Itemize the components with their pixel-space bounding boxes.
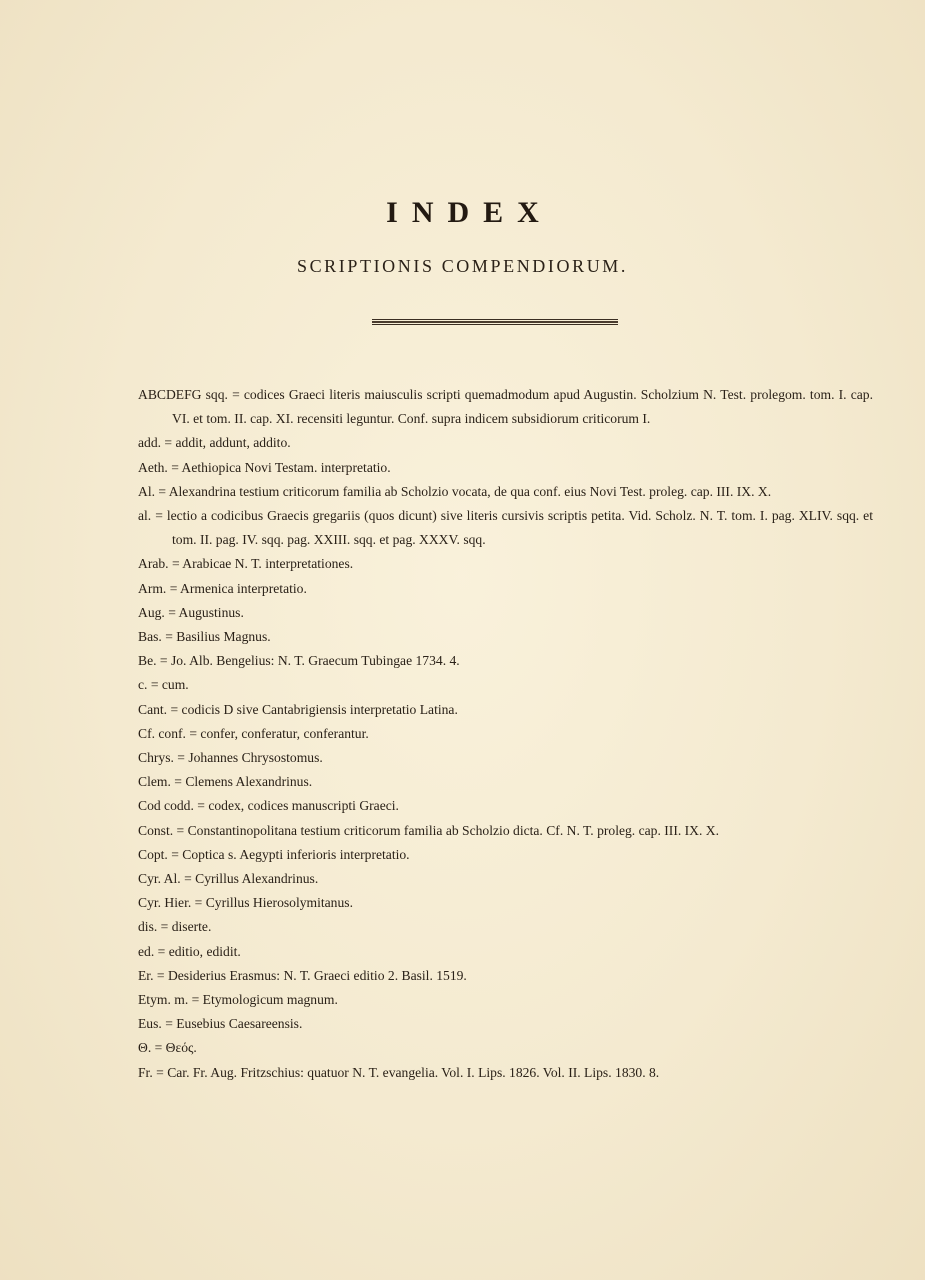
list-item: Arab. = Arabicae N. T. interpretationes.: [138, 556, 354, 572]
page-title: INDEX: [386, 196, 553, 229]
list-item: Θ. = Θεός.: [138, 1040, 197, 1056]
list-item: Fr. = Car. Fr. Aug. Fritzschius: quatuor N. T. evangelia. Vol. I. Lips. 1826. Vol. II. Lips. 1830. 8.: [138, 1064, 660, 1080]
list-item: Const. = Constantinopolitana testium criticorum familia ab Scholzio dicta. Cf. N. T. proleg. cap. III. IX. X.: [138, 822, 719, 838]
list-item: Arm. = Armenica interpretatio.: [138, 580, 307, 596]
list-item: ABCDEFG sqq. = codices Graeci literis maiusculis scripti quemadmodum apud Augustin. Scholzium N. Test. prolegom. tom. I. cap. VI. et tom. II. cap. XI. recensiti leguntur. Conf. supra indicem subsidiorum criticorum I.: [138, 387, 873, 427]
list-item: Be. = Jo. Alb. Bengelius: N. T. Graecum Tubingae 1734. 4.: [138, 653, 460, 669]
list-item: Cant. = codicis D sive Cantabrigiensis interpretatio Latina.: [138, 701, 458, 717]
list-item: al. = lectio a codicibus Graecis gregariis (quos dicunt) sive literis cursivis scriptis petita. Vid. Scholz. N. T. tom. I. pag. XLIV. sqq. et tom. II. pag. IV. sqq. pag. XXIII. sqq. et pag. XXXV. sqq.: [138, 508, 873, 548]
list-item: Bas. = Basilius Magnus.: [138, 629, 271, 645]
list-item: Cyr. Al. = Cyrillus Alexandrinus.: [138, 871, 319, 887]
list-item: Chrys. = Johannes Chrysostomus.: [138, 750, 323, 766]
list-item: Clem. = Clemens Alexandrinus.: [138, 774, 313, 790]
list-item: Cyr. Hier. = Cyrillus Hierosolymitanus.: [138, 895, 353, 911]
abbreviation-list: [138, 383, 873, 1085]
list-item: dis. = diserte.: [138, 919, 212, 935]
list-item: Cf. conf. = confer, conferatur, conferantur.: [138, 725, 369, 741]
list-item: ed. = editio, edidit.: [138, 943, 241, 959]
list-item: Etym. m. = Etymologicum magnum.: [138, 992, 338, 1008]
page-subtitle: SCRIPTIONIS COMPENDIORUM.: [296, 256, 629, 276]
list-item: add. = addit, addunt, addito.: [138, 435, 291, 451]
list-item: Aug. = Augustinus.: [138, 604, 244, 620]
list-item: Al. = Alexandrina testium criticorum familia ab Scholzio vocata, de qua conf. eius Novi Test. proleg. cap. III. IX. X.: [138, 483, 772, 499]
list-item: Copt. = Coptica s. Aegypti inferioris interpretatio.: [138, 846, 410, 862]
list-item: Er. = Desiderius Erasmus: N. T. Graeci editio 2. Basil. 1519.: [138, 967, 467, 983]
list-item: Cod codd. = codex, codices manuscripti Graeci.: [138, 798, 399, 814]
decorative-rule: [372, 319, 618, 325]
list-item: c. = cum.: [138, 677, 189, 693]
list-item: Eus. = Eusebius Caesareensis.: [138, 1016, 303, 1032]
list-item: Aeth. = Aethiopica Novi Testam. interpretatio.: [138, 459, 391, 475]
